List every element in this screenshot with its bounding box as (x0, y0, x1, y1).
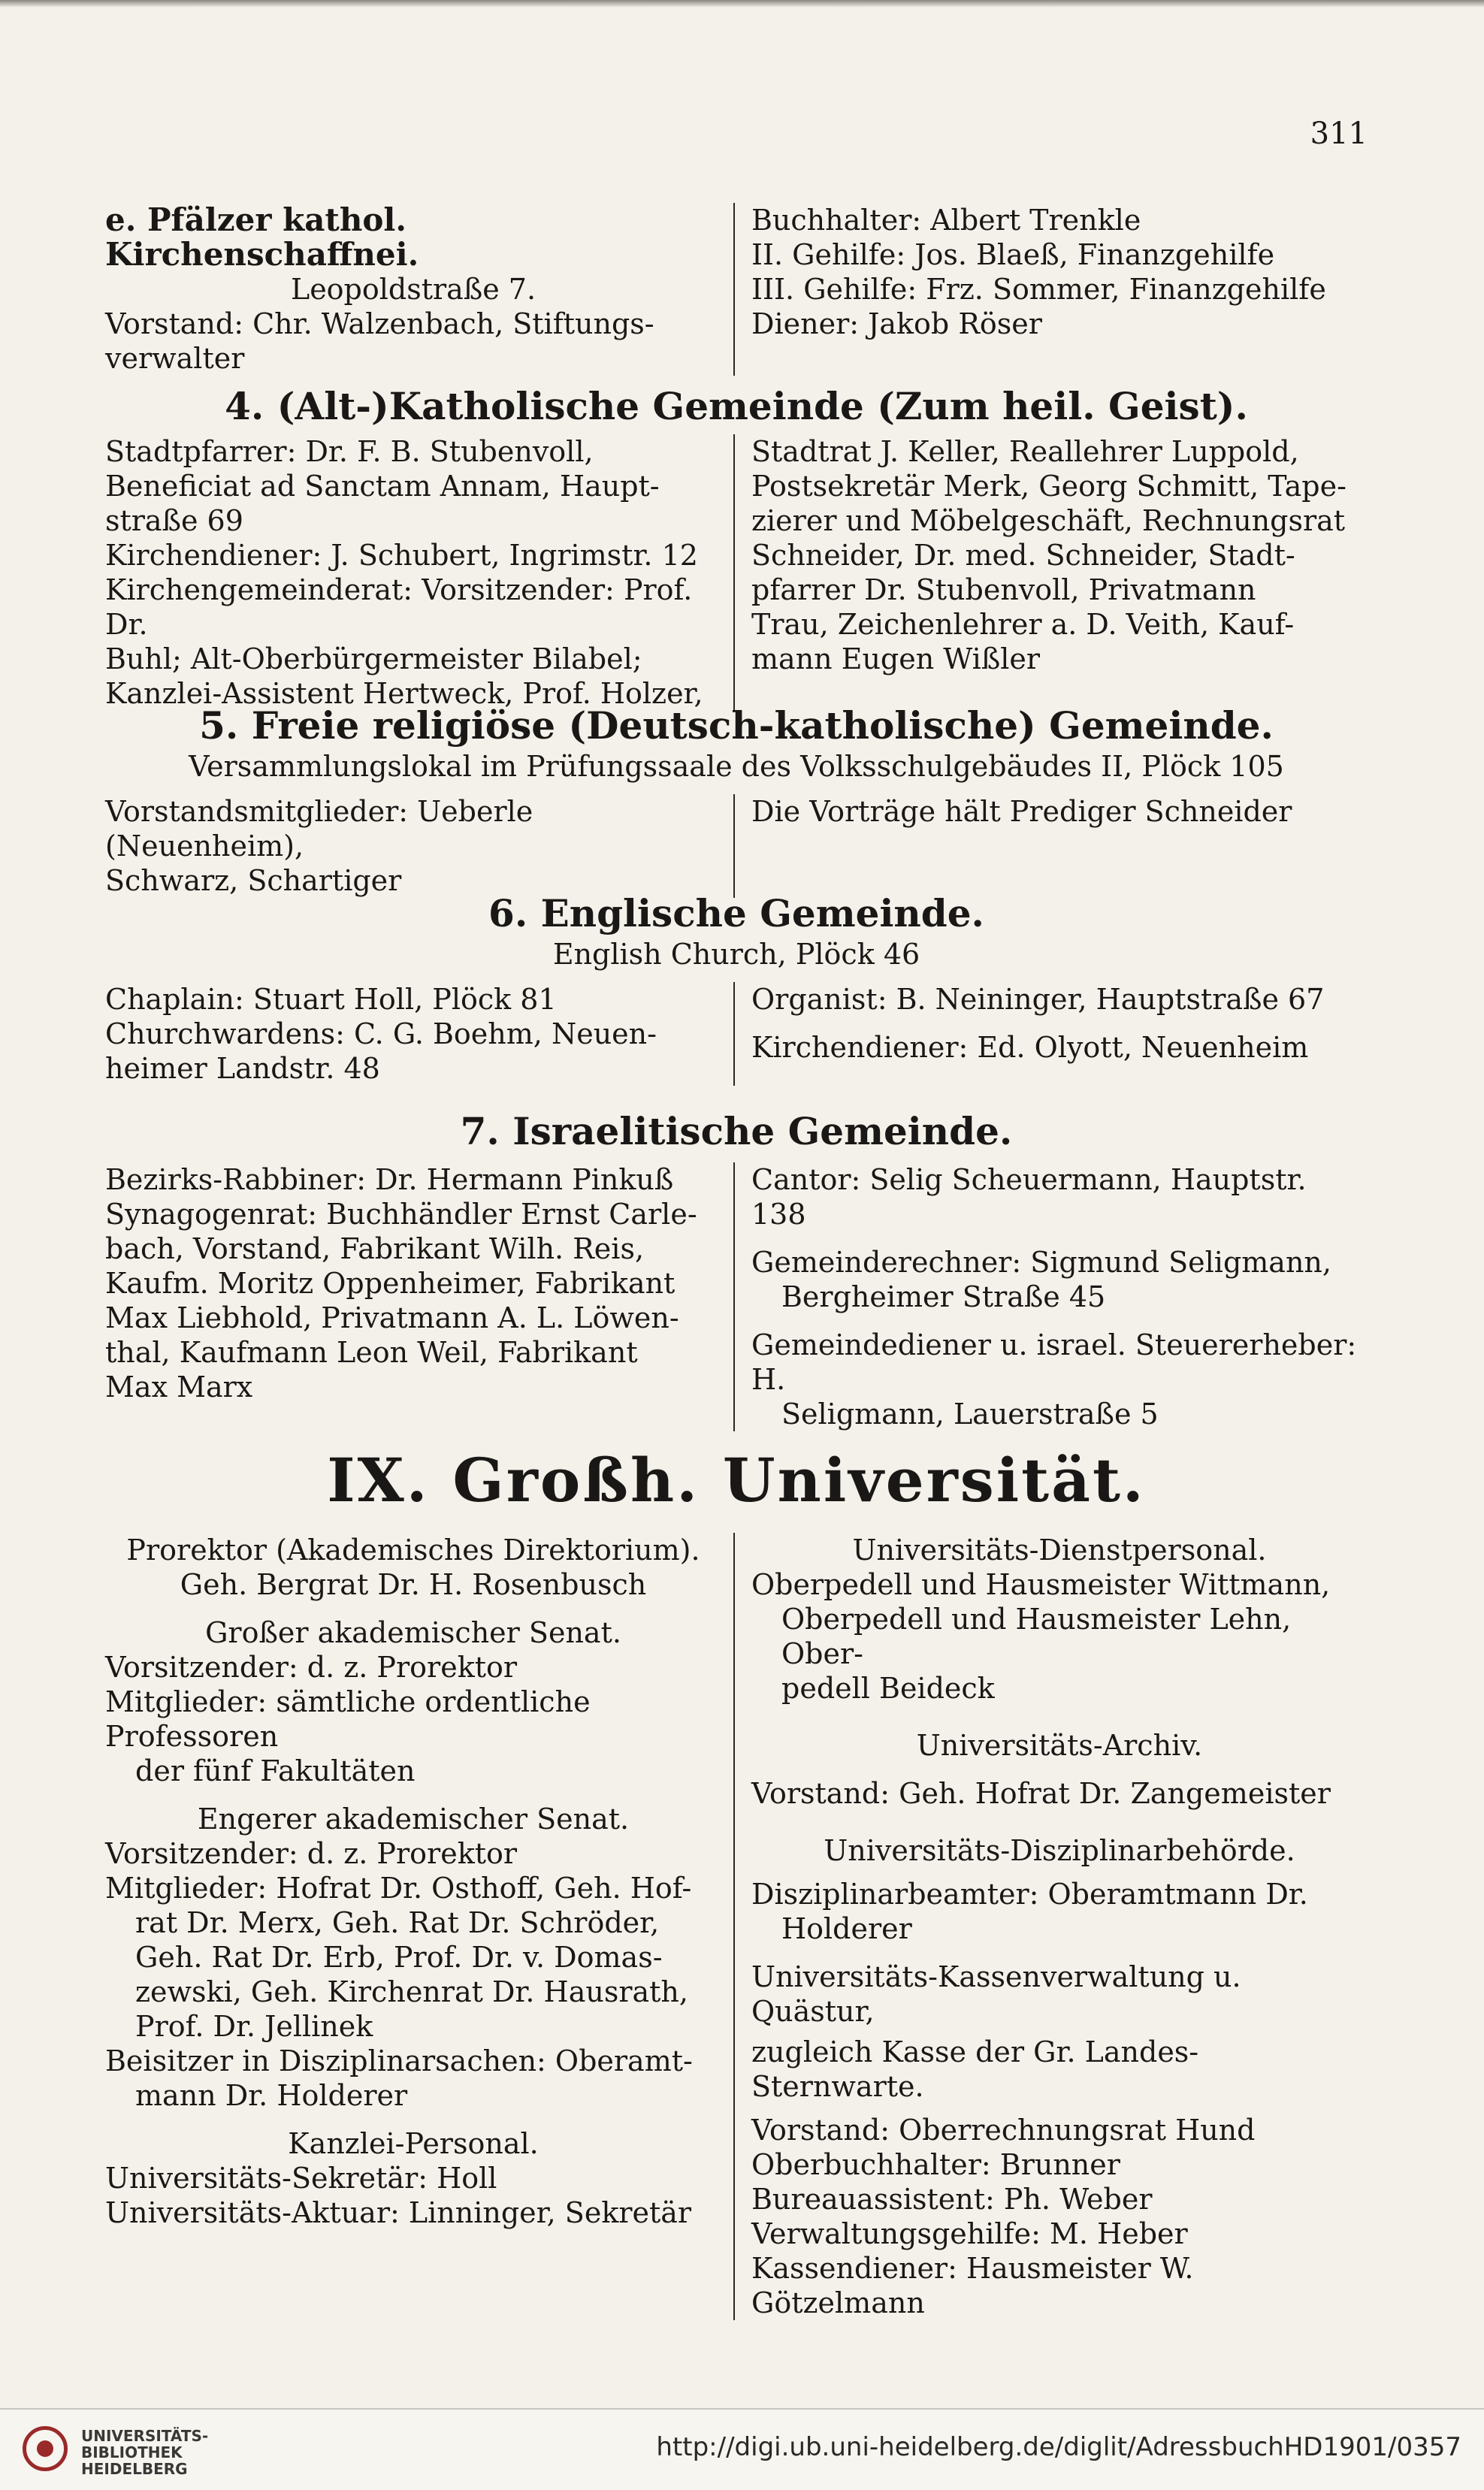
left-column (105, 203, 733, 376)
text-line: verwalter (105, 342, 245, 375)
text-line: Buhl; Alt-Oberbürgermeister Bilabel; (105, 642, 642, 675)
subsection-heading: zugleich Kasse der Gr. Landes-Sternwarte. (751, 2035, 1199, 2103)
left-column (105, 1533, 733, 2320)
text-line: Vorstandsmitglieder: Ueberle (Neuenheim), (105, 795, 533, 863)
subsection-heading: Engerer akademischer Senat. (197, 1803, 630, 1836)
text-line: Holderer (781, 1912, 912, 1945)
text-line: Kaufm. Moritz Oppenheimer, Fabrikant (105, 1267, 676, 1300)
text-line: Churchwardens: C. G. Boehm, Neuen- (105, 1017, 657, 1050)
text-line: Universitäts-Sekretär: Holl (105, 2162, 497, 2195)
text-line: Leopoldstraße 7. (290, 273, 536, 306)
text-line: mann Dr. Holderer (135, 2079, 408, 2112)
text-line: Schneider, Dr. med. Schneider, Stadt- (751, 539, 1295, 572)
text-line: Kirchendiener: J. Schubert, Ingrimstr. 12 (105, 539, 698, 572)
text-line: Vorsitzender: d. z. Prorektor (105, 1837, 518, 1870)
section-kirchenschaffnei (105, 203, 1368, 376)
right-column (733, 1162, 1368, 1431)
section-israelitische-gemeinde (105, 1108, 1368, 1431)
text-line: Universitäts-Aktuar: Linninger, Sekretär (105, 2196, 692, 2229)
text-line: thal, Kaufmann Leon Weil, Fabrikant (105, 1336, 638, 1369)
text-line: rat Dr. Merx, Geh. Rat Dr. Schröder, (135, 1906, 660, 1939)
text-line: Kanzlei-Assistent Hertweck, Prof. Holzer, (105, 677, 703, 710)
text-line: Verwaltungsgehilfe: M. Heber (751, 2217, 1188, 2250)
text-line: Kirchengemeinderat: Vorsitzender: Prof. Dr. (105, 573, 693, 641)
chapter-heading: IX. Großh. Universität. (327, 1445, 1146, 1515)
right-column (733, 982, 1368, 1086)
section-heading: 6. Englische Gemeinde. (488, 891, 984, 935)
text-line: straße 69 (105, 504, 243, 537)
text-line: Stadtpfarrer: Dr. F. B. Stubenvoll, (105, 435, 594, 468)
text-line: Oberpedell und Hausmeister Lehn, Ober- (781, 1603, 1292, 1670)
right-column (733, 1533, 1368, 2320)
text-line: III. Gehilfe: Frz. Sommer, Finanzgehilfe (751, 273, 1326, 306)
text-line: Prof. Dr. Jellinek (135, 2010, 373, 2043)
section-heading: 5. Freie religiöse (Deutsch-katholische) Gemeinde. (199, 703, 1274, 748)
document-page (105, 0, 1368, 2404)
text-line: Oberbuchhalter: Brunner (751, 2148, 1120, 2181)
text-line: Bureauassistent: Ph. Weber (751, 2183, 1153, 2216)
text-line: Vorstand: Chr. Walzenbach, Stiftungs- (105, 307, 654, 340)
library-name-line: UNIVERSITÄTS- (81, 2427, 209, 2445)
right-column (733, 203, 1368, 376)
text-line: Mitglieder: Hofrat Dr. Osthoff, Geh. Hof- (105, 1872, 692, 1905)
text-line: heimer Landstr. 48 (105, 1052, 380, 1085)
text-line: Chaplain: Stuart Holl, Plöck 81 (105, 983, 557, 1016)
text-line: Schwarz, Schartiger (105, 864, 402, 897)
text-line: zewski, Geh. Kirchenrat Dr. Hausrath, (135, 1975, 688, 2008)
text-line: Max Liebhold, Privatmann A. L. Löwen- (105, 1301, 679, 1334)
library-name-line: BIBLIOTHEK (81, 2443, 183, 2461)
text-line: Die Vorträge hält Prediger Schneider (751, 795, 1292, 828)
left-column (105, 982, 733, 1086)
text-line: Geh. Rat Dr. Erb, Prof. Dr. v. Domas- (135, 1941, 663, 1974)
text-line: Oberpedell und Hausmeister Wittmann, (751, 1568, 1331, 1601)
library-name (81, 2428, 208, 2477)
page-number: 311 (1310, 116, 1368, 151)
section-englische-gemeinde (105, 890, 1368, 1086)
text-line: Bezirks-Rabbiner: Dr. Hermann Pinkuß (105, 1163, 674, 1196)
left-column (105, 434, 733, 711)
text-line: pedell Beideck (781, 1672, 995, 1705)
text-line: mann Eugen Wißler (751, 642, 1041, 675)
subsection-heading: Prorektor (Akademisches Direktorium). (126, 1534, 700, 1567)
right-column (733, 794, 1368, 898)
text-line: Max Marx (105, 1370, 253, 1404)
text-line: Kassendiener: Hausmeister W. Götzelmann (751, 2252, 1194, 2319)
text-line: Cantor: Selig Scheuermann, Hauptstr. 138 (751, 1163, 1307, 1231)
text-line: Vorstand: Oberrechnungsrat Hund (751, 2114, 1256, 2147)
text-line: der fünf Fakultäten (135, 1754, 416, 1787)
section-subtitle: Versammlungslokal im Prüfungssaale des Volksschulgebäudes II, Plöck 105 (189, 750, 1284, 783)
library-seal-icon (23, 2426, 68, 2471)
text-line: Geh. Bergrat Dr. H. Rosenbusch (180, 1568, 647, 1601)
text-line: Kirchendiener: Ed. Olyott, Neuenheim (751, 1031, 1309, 1064)
text-line: Mitglieder: sämtliche ordentliche Professoren (105, 1685, 591, 1753)
subsection-heading: Universitäts-Disziplinarbehörde. (824, 1834, 1295, 1867)
text-line: Vorsitzender: d. z. Prorektor (105, 1651, 518, 1684)
text-line: pfarrer Dr. Stubenvoll, Privatmann (751, 573, 1256, 606)
text-line: Vorstand: Geh. Hofrat Dr. Zangemeister (751, 1777, 1331, 1810)
left-column (105, 1162, 733, 1431)
text-line: Trau, Zeichenlehrer a. D. Veith, Kauf- (751, 608, 1295, 641)
text-line: Synagogenrat: Buchhändler Ernst Carle- (105, 1198, 697, 1231)
source-url-link[interactable]: http://digi.ub.uni-heidelberg.de/diglit/AdressbuchHD1901/0357 (656, 2432, 1461, 2462)
section-altkatholische-gemeinde (105, 383, 1368, 711)
section-universitaet (105, 1443, 1368, 2320)
section-heading: e. Pfälzer kathol. Kirchenschaffnei. (105, 201, 419, 273)
subsection-heading: Großer akademischer Senat. (205, 1616, 621, 1649)
text-line: Diener: Jakob Röser (751, 307, 1042, 340)
text-line: Disziplinarbeamter: Oberamtmann Dr. (751, 1878, 1308, 1911)
section-freie-religioese-gemeinde (105, 703, 1368, 898)
subsection-heading: Kanzlei-Personal. (288, 2127, 539, 2160)
section-subtitle: English Church, Plöck 46 (552, 938, 920, 971)
subsection-heading: Universitäts-Archiv. (916, 1729, 1203, 1762)
left-column (105, 794, 733, 898)
text-line: Bergheimer Straße 45 (781, 1280, 1106, 1313)
text-line: Stadtrat J. Keller, Reallehrer Luppold, (751, 435, 1299, 468)
text-line: Beneficiat ad Sanctam Annam, Haupt- (105, 470, 660, 503)
text-line: Gemeindediener u. israel. Steuererheber: H. (751, 1328, 1357, 1396)
section-heading: 7. Israelitische Gemeinde. (460, 1109, 1013, 1153)
right-column (733, 434, 1368, 711)
viewer-footer (0, 2408, 1484, 2490)
subsection-heading: Universitäts-Dienstpersonal. (852, 1534, 1267, 1567)
text-line: Postsekretär Merk, Georg Schmitt, Tape- (751, 470, 1346, 503)
section-heading: 4. (Alt-)Katholische Gemeinde (Zum heil. Geist). (225, 384, 1248, 428)
text-line: Seligmann, Lauerstraße 5 (781, 1398, 1159, 1431)
text-line: Organist: B. Neininger, Hauptstraße 67 (751, 983, 1325, 1016)
text-line: Buchhalter: Albert Trenkle (751, 204, 1141, 237)
text-line: zierer und Möbelgeschäft, Rechnungsrat (751, 504, 1346, 537)
library-name-line: HEIDELBERG (81, 2460, 188, 2478)
text-line: Gemeinderechner: Sigmund Seligmann, (751, 1246, 1331, 1279)
subsection-heading: Universitäts-Kassenverwaltung u. Quästur, (751, 1960, 1241, 2028)
text-line: II. Gehilfe: Jos. Blaeß, Finanzgehilfe (751, 238, 1275, 271)
text-line: bach, Vorstand, Fabrikant Wilh. Reis, (105, 1232, 645, 1265)
text-line: Beisitzer in Disziplinarsachen: Oberamt- (105, 2044, 693, 2078)
